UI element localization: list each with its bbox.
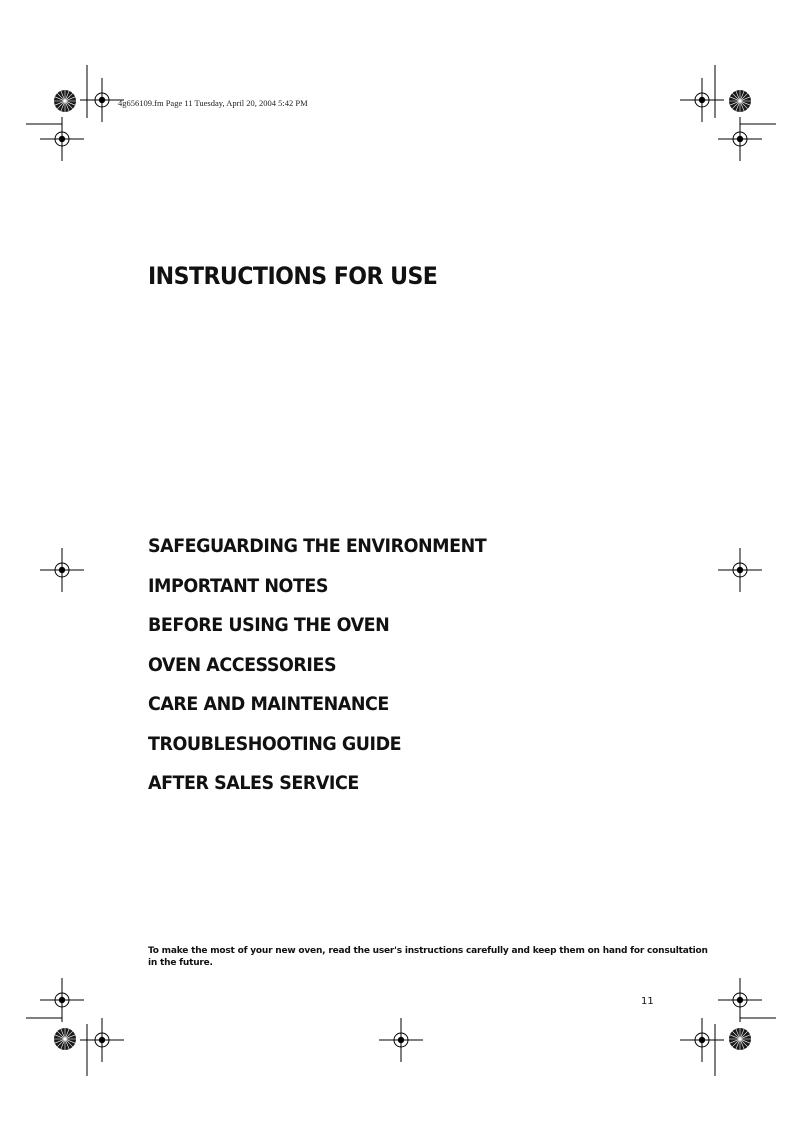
crosshair-mark-icon bbox=[718, 548, 762, 592]
footnote: To make the most of your new oven, read the user's instructions carefully and keep them on hand for consultation in the future. bbox=[148, 946, 708, 968]
crosshair-mark-icon bbox=[680, 78, 724, 122]
toc-item-oven-accessories: OVEN ACCESSORIES bbox=[148, 653, 337, 676]
page-title: INSTRUCTIONS FOR USE bbox=[148, 262, 438, 290]
registration-target-icon bbox=[729, 90, 751, 112]
crosshair-mark-icon bbox=[40, 548, 84, 592]
toc-item-troubleshooting-guide: TROUBLESHOOTING GUIDE bbox=[148, 732, 402, 755]
registration-target-icon bbox=[729, 1028, 751, 1050]
page-number: 11 bbox=[641, 996, 654, 1007]
toc-item-before-using-oven: BEFORE USING THE OVEN bbox=[148, 614, 390, 636]
crosshair-mark-icon bbox=[718, 978, 762, 1022]
toc-item-care-maintenance: CARE AND MAINTENANCE bbox=[148, 693, 389, 715]
print-info-header: 4g656109.fm Page 11 Tuesday, April 20, 2004 5:42 PM bbox=[118, 98, 308, 108]
table-of-contents bbox=[148, 532, 516, 809]
registration-target-icon bbox=[54, 1028, 76, 1050]
crosshair-mark-icon bbox=[680, 1018, 724, 1062]
toc-item-after-sales-service: AFTER SALES SERVICE bbox=[148, 772, 359, 794]
crosshair-mark-icon bbox=[40, 978, 84, 1022]
toc-item-important-notes: IMPORTANT NOTES bbox=[148, 574, 329, 597]
registration-target-icon bbox=[54, 90, 76, 112]
toc-item-safeguarding-environment: SAFEGUARDING THE ENVIRONMENT bbox=[148, 535, 487, 557]
crosshair-mark-icon bbox=[379, 1018, 423, 1062]
